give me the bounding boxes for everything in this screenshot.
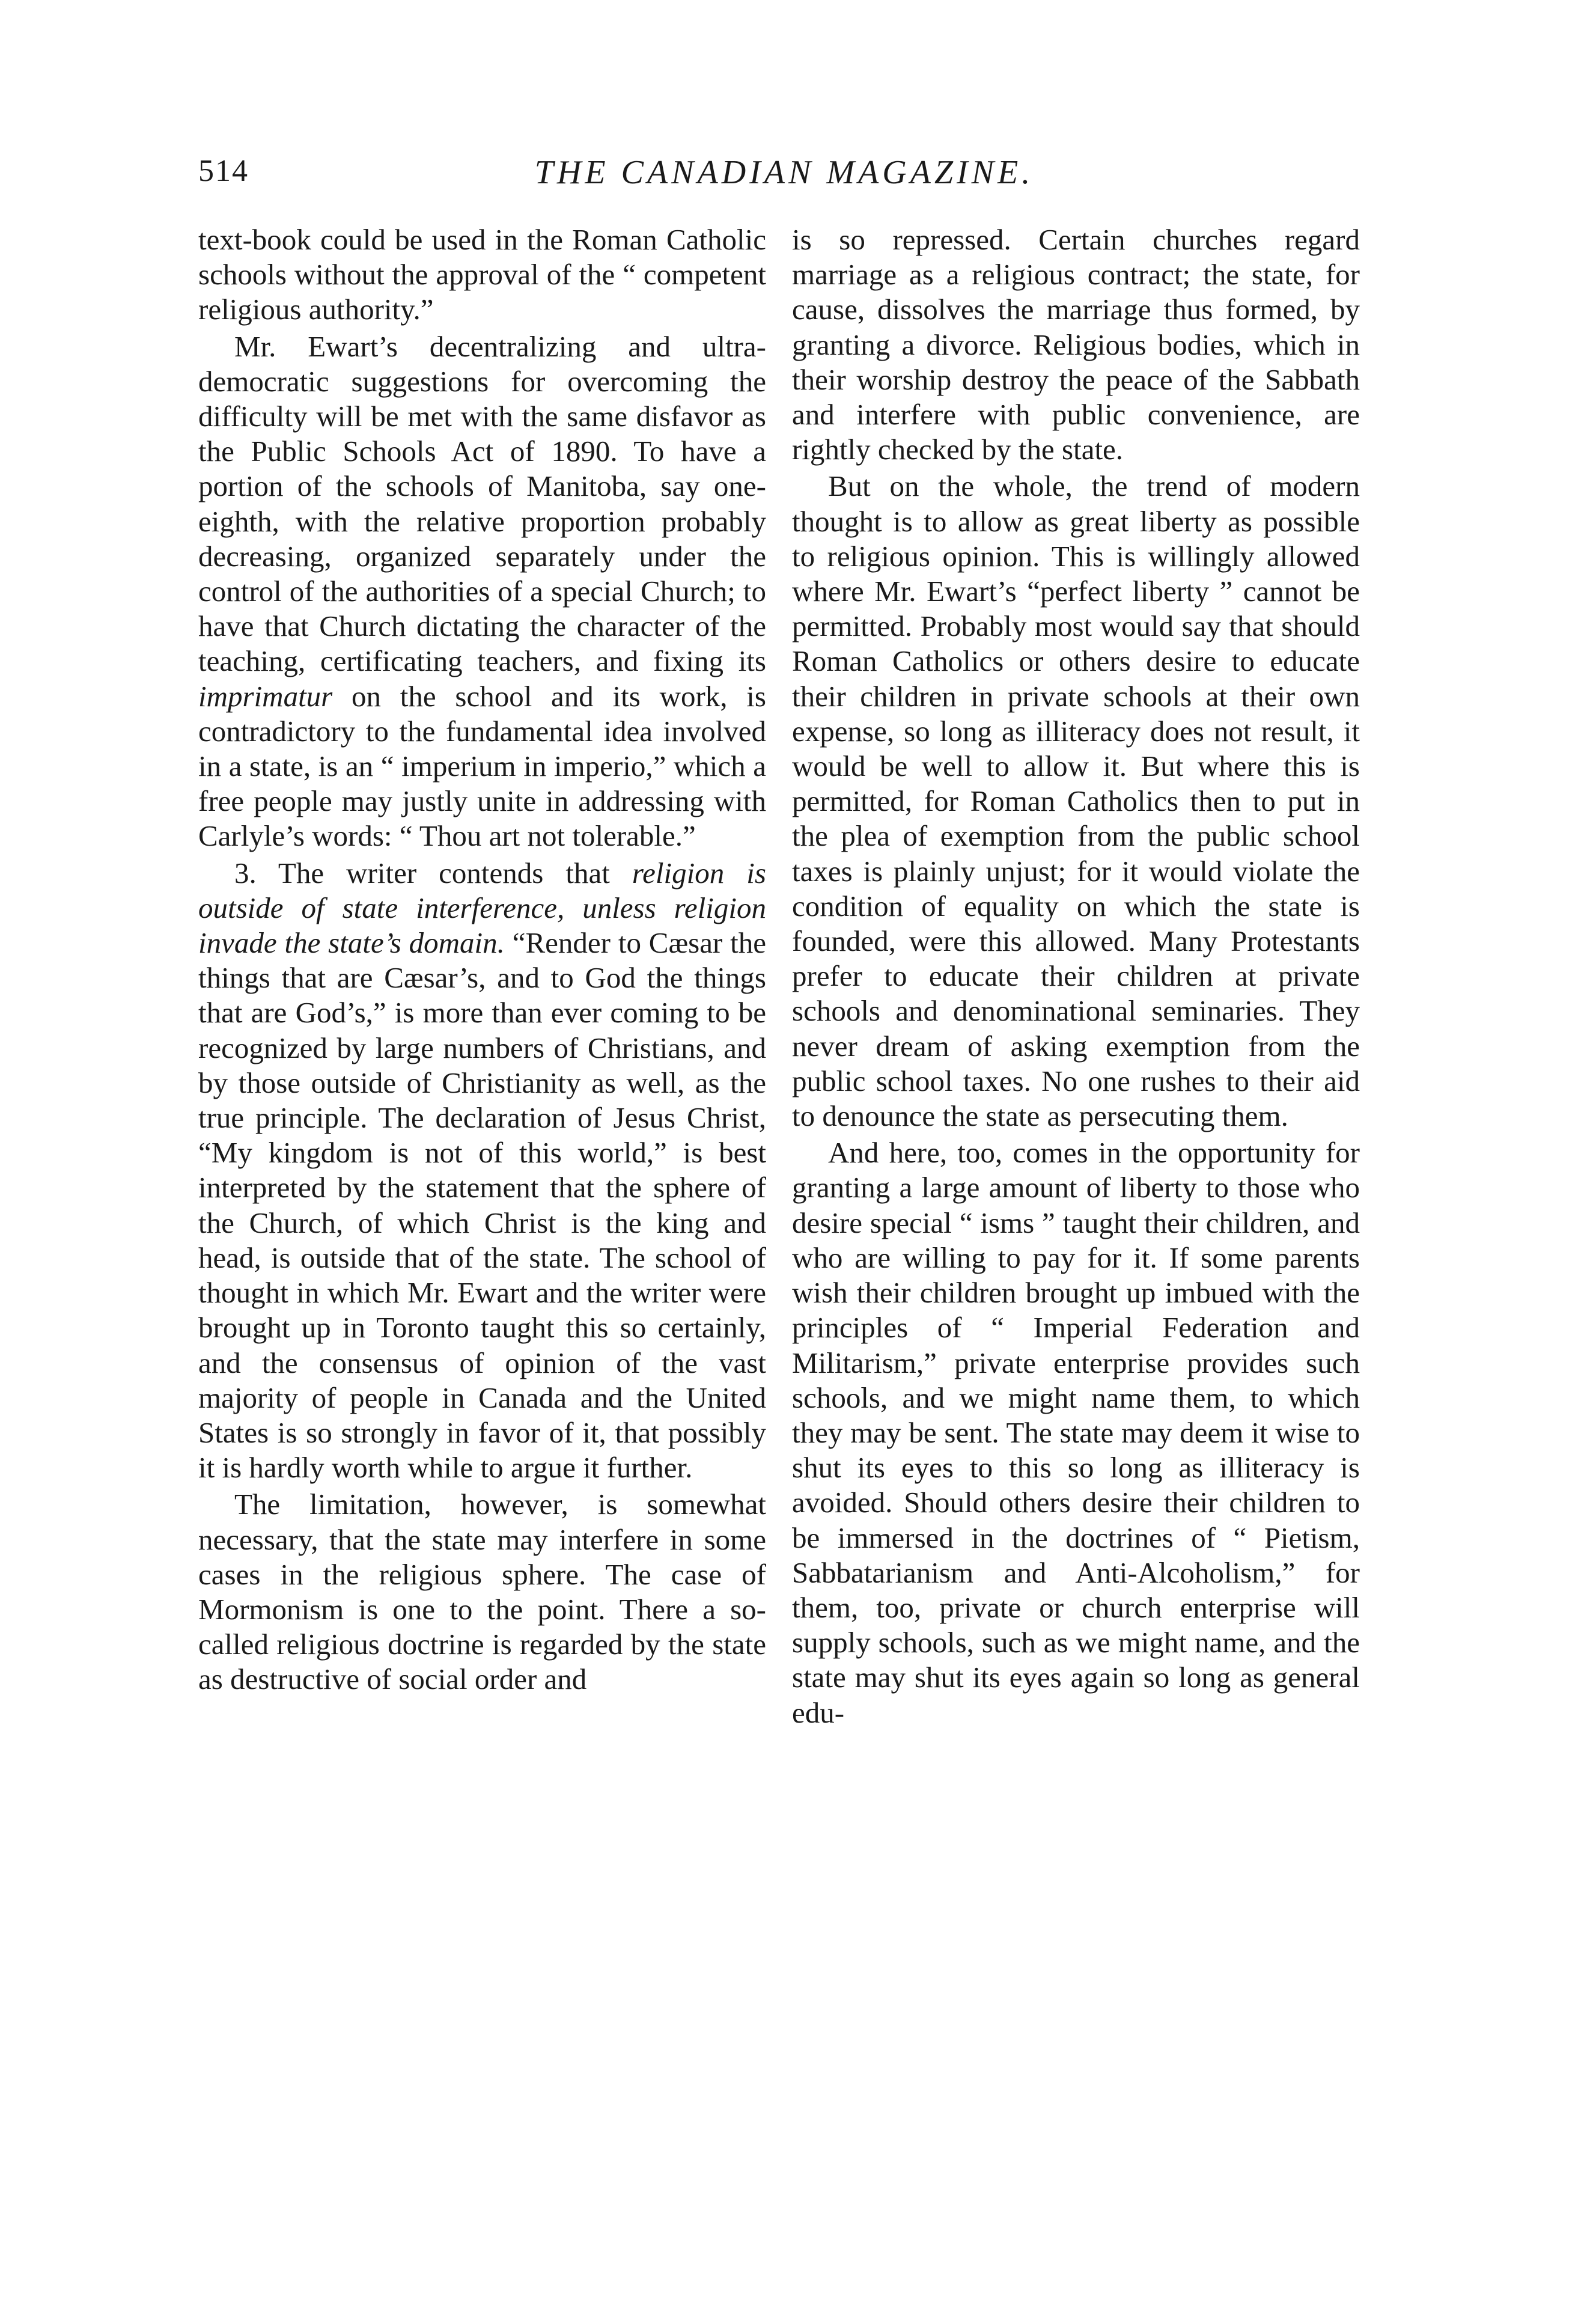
text-run: Mr. Ewart’s decentralizing and ultra-democratic suggestions for overcoming the difficulty will be met with the same disfavor as the Public Schools Act of 1890. To have a portion of the schools of Manitoba, say one-eighth, with the relative proportion probably decreasing, organized separately under the control of the authorities of a special Church; to have that Church dictating the character of the teaching, certificating teachers, and fixing its: [198, 329, 766, 678]
italic-term: imprimatur: [198, 679, 333, 713]
paragraph: The limitation, however, is somewhat necessary, that the state may interfere in some cases in the religious sphere. The case of Mormonism is one to the point. There a so-called religious doctrine is regarded by the state as destructive of social order and: [198, 1488, 766, 1696]
paragraph: [198, 329, 766, 854]
page-number: 514: [198, 154, 249, 188]
text-run: 3. The writer contends that: [234, 856, 632, 890]
paragraph: text-book could be used in the Roman Catholic schools without the approval of the “ competent religious authority.”: [198, 223, 766, 326]
paragraph: [198, 856, 766, 1486]
paragraph: is so repressed. Certain churches regard marriage as a religious contract; the state, for cause, dissolves the marriage thus formed, by granting a divorce. Religious bodies, which in their worship destroy the peace of the Sabbath and interfere with public convenience, are rightly checked by the state.: [792, 223, 1360, 466]
text-run: on the school and its work, is contradictory to the fundamental idea involved in a state, is an “ imperium in imperio,” which a free people may justly unite in addressing with Carlyle’s words: “ Thou art not tolerable.”: [198, 679, 766, 853]
running-title: THE CANADIAN MAGAZINE.: [534, 154, 1034, 191]
paragraph: And here, too, comes in the opportunity for granting a large amount of liberty to those who desire special “ isms ” taught their children, and who are willing to pay for it. If some parents wish their children brought up imbued with the principles of “ Imperial Federation and Militarism,” private enterprise provides such schools, and we might name them, to which they may be sent. The state may deem it wise to shut its eyes to this so long as illiteracy is avoided. Should others desire their children to be immersed in the doctrines of “ Pietism, Sabbatarianism and Anti-Alcoholism,” for them, too, private or church enterprise will supply schools, such as we might name, and the state may shut its eyes again so long as general edu-: [792, 1136, 1360, 1729]
left-column: [198, 222, 766, 1697]
italic-thesis: religion is outside of state interference, unless religion invade the state’s domain.: [198, 856, 766, 960]
right-column: [792, 222, 1360, 1730]
text-run: “Render to Cæsar the things that are Cæsar’s, and to God the things that are God’s,” is more than ever coming to be recognized by large numbers of Christians, and by those outside of Christianity as well, as the true principle. The declaration of Jesus Christ, “My kingdom is not of this world,” is best interpreted by the statement that the sphere of the Church, of which Christ is the king and head, is outside that of the state. The school of thought in which Mr. Ewart and the writer were brought up in Toronto taught this so certainly, and the consensus of opinion of the vast majority of people in Canada and the United States is so strongly in favor of it, that possibly it is hardly worth while to argue it further.: [198, 926, 766, 1485]
page-header: [198, 153, 1370, 201]
paragraph: But on the whole, the trend of modern thought is to allow as great liberty as possible to religious opinion. This is willingly allowed where Mr. Ewart’s “perfect liberty ” cannot be permitted. Probably most would say that should Roman Catholics or others desire to educate their children in private schools at their own expense, so long as illiteracy does not result, it would be well to allow it. But where this is permitted, for Roman Catholics then to put in the plea of exemption from the public school taxes is plainly unjust; for it would violate the condition of equality on which the state is founded, were this allowed. Many Protestants prefer to educate their children at private schools and denominational seminaries. They never dream of asking exemption from the public school taxes. No one rushes to their aid to denounce the state as persecuting them.: [792, 469, 1360, 1133]
